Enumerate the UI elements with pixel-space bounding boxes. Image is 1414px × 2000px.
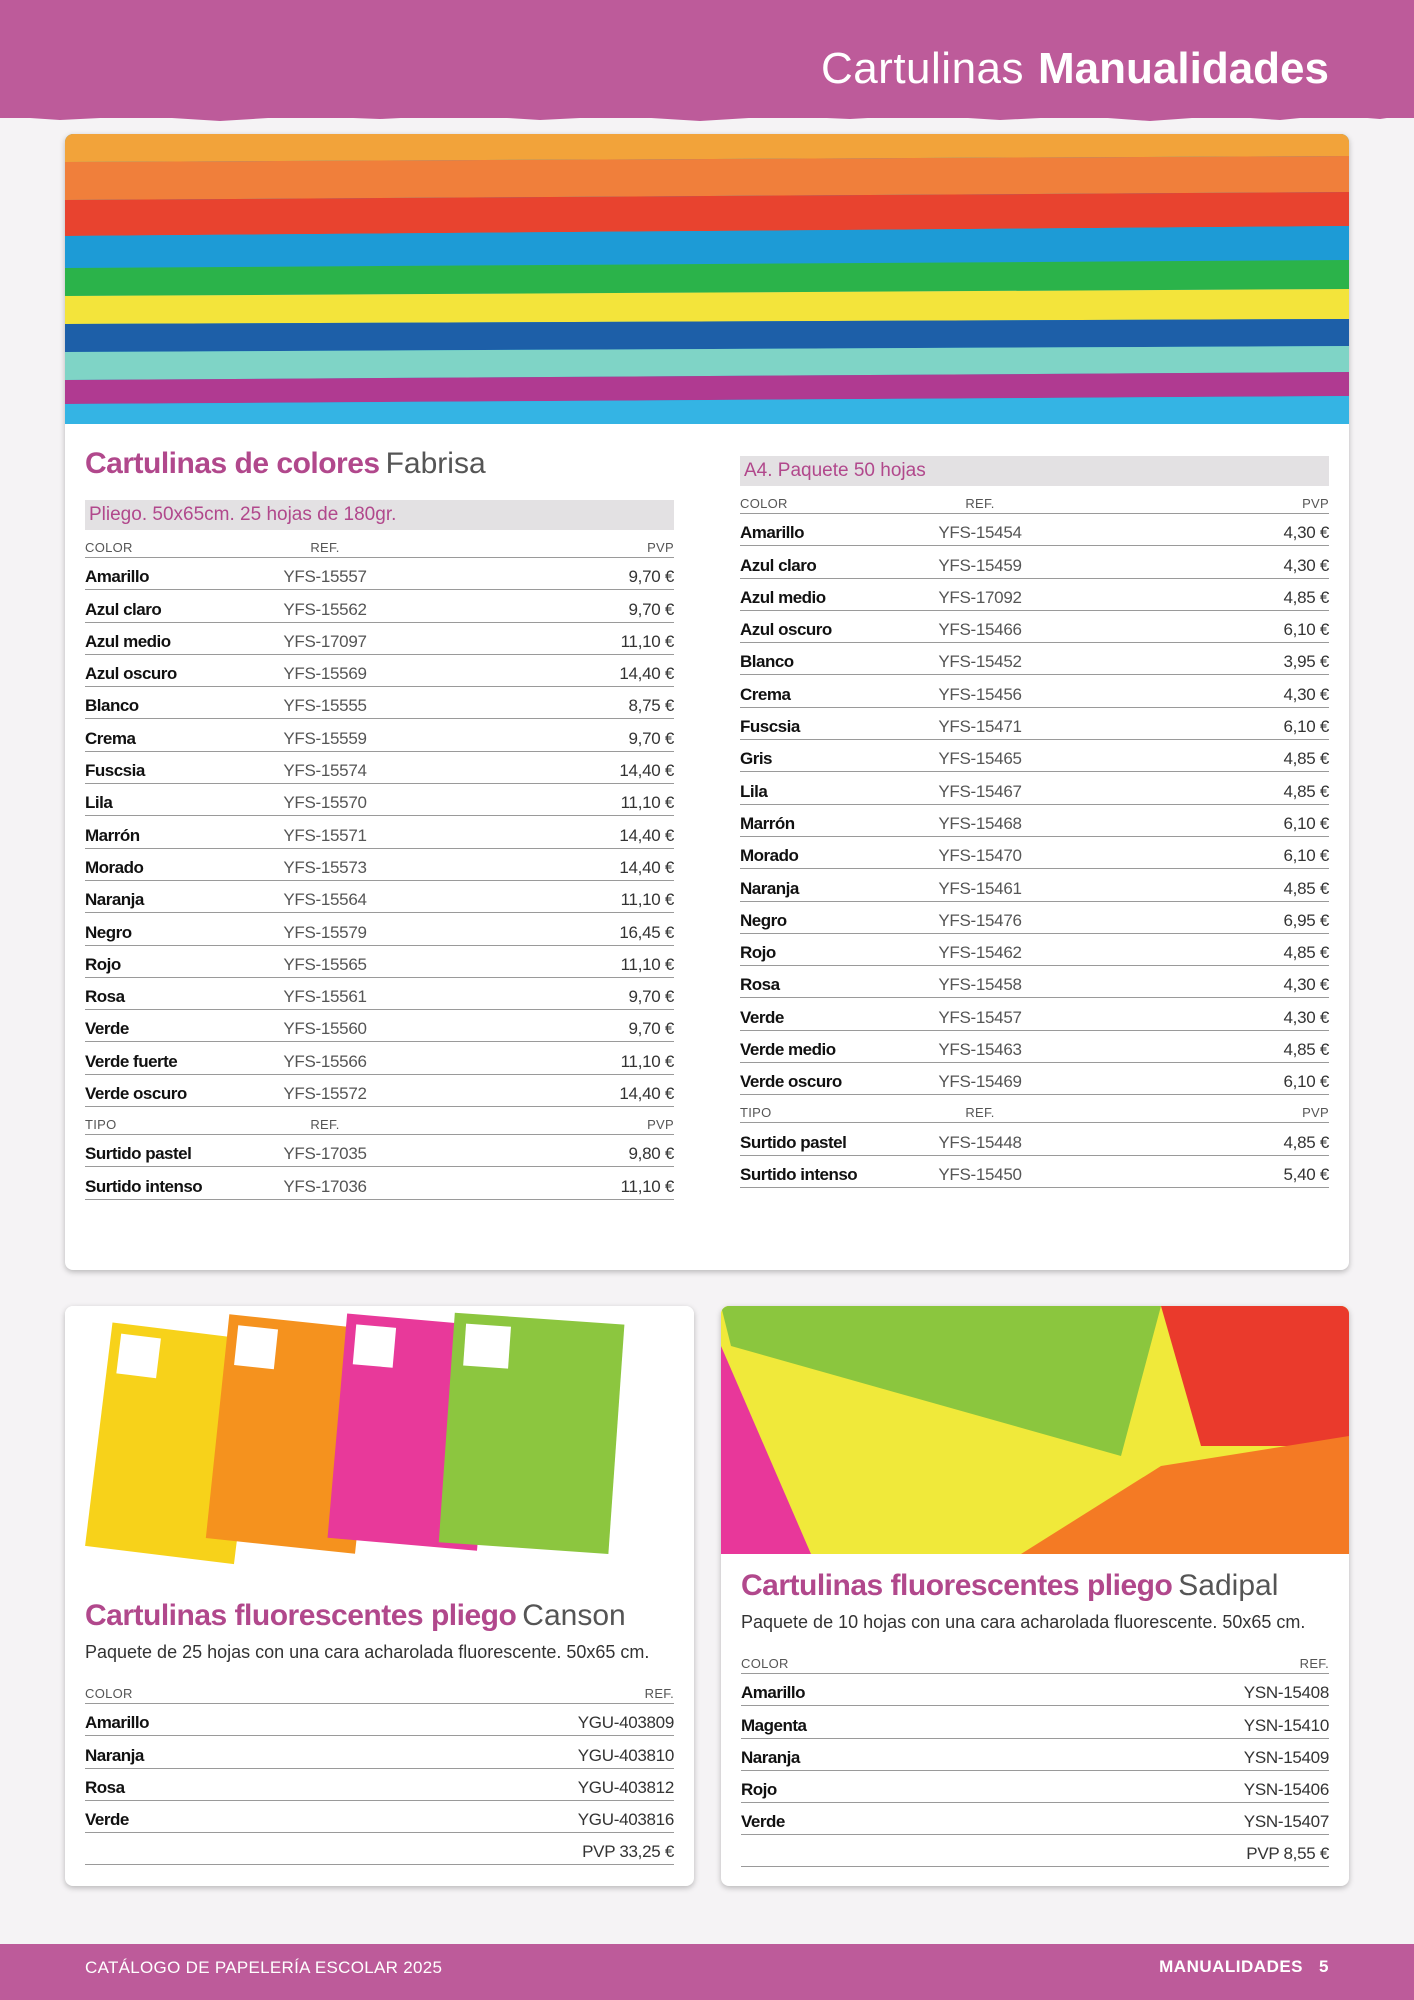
sadipal-brand: Sadipal <box>1178 1569 1279 1602</box>
row-ref: YFS-15569 <box>283 664 367 684</box>
row-ref: YSN-15410 <box>1243 1715 1329 1735</box>
row-name: Amarillo <box>740 523 805 543</box>
row-name: Naranja <box>740 878 799 898</box>
title-light: Cartulinas <box>820 44 1025 93</box>
row-name: Surtido pastel <box>740 1132 847 1152</box>
sadipal-price-row <box>741 1835 1329 1867</box>
row-name: Rosa <box>740 975 780 995</box>
table-row <box>85 913 674 945</box>
table-row <box>741 1739 1329 1771</box>
page-number: 5 <box>1319 1957 1329 1976</box>
row-name: Magenta <box>741 1715 807 1735</box>
row-pvp: 4,85 € <box>1283 781 1329 801</box>
row-pvp: 3,95 € <box>1283 652 1329 672</box>
table-row <box>740 546 1329 578</box>
row-name: Amarillo <box>741 1683 806 1703</box>
fabrisa-left-subheader: Pliego. 50x65cm. 25 hojas de 180gr. <box>85 500 674 530</box>
row-ref: YFS-17035 <box>283 1144 367 1164</box>
table-row <box>85 1167 674 1199</box>
table-header-tipo <box>85 1107 674 1135</box>
row-pvp: 9,70 € <box>628 599 674 619</box>
row-name: Crema <box>740 684 791 704</box>
row-name: Blanco <box>85 696 139 716</box>
table-header <box>85 1676 674 1704</box>
row-pvp: 9,70 € <box>628 987 674 1007</box>
row-pvp: 11,10 € <box>620 631 674 651</box>
col-ref: REF. <box>310 540 340 555</box>
row-name: Surtido intenso <box>85 1176 203 1196</box>
fabrisa-right-subheader: A4. Paquete 50 hojas <box>740 456 1329 486</box>
row-ref: YFS-15572 <box>283 1084 367 1104</box>
row-name: Verde <box>741 1812 785 1832</box>
canson-brand: Canson <box>522 1599 626 1632</box>
fabrisa-title-bold: Cartulinas de colores <box>85 447 380 480</box>
row-name: Verde fuerte <box>85 1051 178 1071</box>
row-pvp: 11,10 € <box>620 954 674 974</box>
table-row <box>741 1803 1329 1835</box>
row-pvp: 5,40 € <box>1283 1164 1329 1184</box>
sadipal-card <box>721 1306 1349 1886</box>
row-name: Verde <box>85 1810 129 1830</box>
row-pvp: 4,85 € <box>1283 749 1329 769</box>
row-ref: YFS-15468 <box>938 813 1022 833</box>
row-name: Azul oscuro <box>740 620 832 640</box>
table-row <box>85 1801 674 1833</box>
row-pvp: 6,10 € <box>1283 813 1329 833</box>
row-name: Naranja <box>741 1747 800 1767</box>
row-ref: YFS-15566 <box>283 1051 367 1071</box>
table-row <box>740 902 1329 934</box>
row-name: Morado <box>85 857 144 877</box>
canson-price-row <box>85 1833 674 1865</box>
row-pvp: 9,80 € <box>628 1144 674 1164</box>
row-pvp: 8,75 € <box>628 696 674 716</box>
table-row <box>740 643 1329 675</box>
table-header-tipo <box>740 1095 1329 1123</box>
row-pvp: 4,30 € <box>1283 684 1329 704</box>
row-pvp: 9,70 € <box>628 1019 674 1039</box>
row-ref: YFS-15457 <box>938 1007 1022 1027</box>
row-pvp: 6,95 € <box>1283 910 1329 930</box>
footer-section-label: MANUALIDADES <box>1159 1957 1304 1976</box>
table-row <box>740 837 1329 869</box>
row-ref: YSN-15408 <box>1243 1683 1329 1703</box>
table-row <box>85 1010 674 1042</box>
row-name: Negro <box>740 910 787 930</box>
row-ref: YFS-15560 <box>283 1019 367 1039</box>
row-ref: YFS-15450 <box>938 1164 1022 1184</box>
row-name: Naranja <box>85 1745 144 1765</box>
row-pvp: 4,85 € <box>1283 878 1329 898</box>
row-name: Verde oscuro <box>740 1072 842 1092</box>
table-header <box>740 486 1329 514</box>
col-ref: REF. <box>644 1686 674 1701</box>
canson-card <box>65 1306 694 1886</box>
col-color: COLOR <box>85 540 133 555</box>
row-ref: YFS-15579 <box>283 922 367 942</box>
row-name: Naranja <box>85 890 144 910</box>
table-row <box>85 1736 674 1768</box>
row-pvp: 11,10 € <box>620 890 674 910</box>
row-name: Blanco <box>740 652 794 672</box>
row-pvp: 9,70 € <box>628 728 674 748</box>
table-row <box>741 1706 1329 1738</box>
table-row <box>740 708 1329 740</box>
row-pvp: 4,30 € <box>1283 555 1329 575</box>
row-ref: YFS-15565 <box>283 954 367 974</box>
sadipal-title <box>741 1568 1278 1604</box>
row-name: Rojo <box>740 943 776 963</box>
row-ref: YFS-15448 <box>938 1132 1022 1152</box>
row-ref: YFS-15470 <box>938 846 1022 866</box>
row-name: Morado <box>740 846 799 866</box>
row-name: Rojo <box>741 1780 777 1800</box>
title-bold: Manualidades <box>1038 44 1329 93</box>
row-pvp: 6,10 € <box>1283 620 1329 640</box>
row-name: Azul claro <box>740 555 817 575</box>
row-name: Azul oscuro <box>85 664 177 684</box>
sadipal-title-bold: Cartulinas fluorescentes pliego <box>741 1569 1173 1602</box>
table-header <box>741 1646 1329 1674</box>
row-ref: YFS-15557 <box>283 567 367 587</box>
table-row <box>740 1156 1329 1188</box>
col-pvp: PVP <box>1302 1105 1329 1121</box>
row-ref: YFS-17097 <box>283 631 367 651</box>
table-row <box>85 1769 674 1801</box>
row-ref: YGU-403809 <box>577 1713 674 1733</box>
row-name: Lila <box>740 781 768 801</box>
canson-table <box>85 1676 674 1865</box>
row-name: Verde <box>85 1019 129 1039</box>
row-pvp: 6,10 € <box>1283 717 1329 737</box>
row-ref: YFS-15462 <box>938 943 1022 963</box>
row-pvp: 14,40 € <box>619 1084 674 1104</box>
row-pvp: 14,40 € <box>619 761 674 781</box>
sadipal-product-photo <box>721 1306 1349 1559</box>
table-row <box>740 1031 1329 1063</box>
table-row <box>740 772 1329 804</box>
fabrisa-card <box>65 134 1349 1270</box>
row-name: Verde medio <box>740 1040 836 1060</box>
row-name: Amarillo <box>85 567 150 587</box>
fabrisa-brand: Fabrisa <box>385 447 486 480</box>
col-ref: REF. <box>965 1105 995 1121</box>
row-pvp: 4,30 € <box>1283 975 1329 995</box>
row-ref: YFS-15570 <box>283 793 367 813</box>
row-pvp: 14,40 € <box>619 664 674 684</box>
row-ref: YFS-15456 <box>938 684 1022 704</box>
row-pvp: 11,10 € <box>620 1051 674 1071</box>
row-ref: YFS-17036 <box>283 1176 367 1196</box>
table-row <box>740 611 1329 643</box>
fabrisa-left-table <box>85 530 674 1200</box>
row-name: Azul medio <box>740 587 826 607</box>
table-row <box>85 1075 674 1107</box>
row-ref: YFS-15559 <box>283 728 367 748</box>
row-pvp: 4,30 € <box>1283 523 1329 543</box>
table-row <box>85 590 674 622</box>
row-pvp: 11,10 € <box>620 1176 674 1196</box>
row-name: Lila <box>85 793 113 813</box>
canson-price: PVP 33,25 € <box>582 1842 674 1862</box>
row-ref: YFS-15562 <box>283 599 367 619</box>
row-pvp: 4,30 € <box>1283 1007 1329 1027</box>
table-row <box>85 946 674 978</box>
table-row <box>85 687 674 719</box>
row-pvp: 14,40 € <box>619 825 674 845</box>
table-row <box>85 881 674 913</box>
row-ref: YGU-403812 <box>577 1777 674 1797</box>
row-name: Crema <box>85 728 136 748</box>
col-tipo: TIPO <box>740 1105 772 1121</box>
col-ref: REF. <box>310 1117 340 1133</box>
table-header <box>85 530 674 558</box>
canson-title-bold: Cartulinas fluorescentes pliego <box>85 1599 517 1632</box>
table-row <box>740 1063 1329 1095</box>
row-pvp: 4,85 € <box>1283 943 1329 963</box>
row-ref: YGU-403816 <box>577 1810 674 1830</box>
row-ref: YFS-15471 <box>938 717 1022 737</box>
row-name: Amarillo <box>85 1713 150 1733</box>
col-color: COLOR <box>85 1686 133 1701</box>
table-row <box>85 784 674 816</box>
col-ref: REF. <box>1299 1656 1329 1671</box>
row-pvp: 6,10 € <box>1283 1072 1329 1092</box>
row-ref: YFS-15574 <box>283 761 367 781</box>
table-row <box>85 655 674 687</box>
row-ref: YFS-15573 <box>283 857 367 877</box>
sadipal-table <box>741 1646 1329 1867</box>
fabrisa-title <box>85 446 486 482</box>
row-pvp: 4,85 € <box>1283 1132 1329 1152</box>
table-row <box>740 740 1329 772</box>
fabrisa-right-table <box>740 486 1329 1188</box>
row-ref: YFS-15463 <box>938 1040 1022 1060</box>
table-row <box>85 752 674 784</box>
row-name: Verde oscuro <box>85 1084 187 1104</box>
row-ref: YFS-15458 <box>938 975 1022 995</box>
row-name: Negro <box>85 922 132 942</box>
table-row <box>85 1704 674 1736</box>
page-title <box>821 44 1329 94</box>
col-color: COLOR <box>740 496 788 511</box>
row-ref: YSN-15409 <box>1243 1747 1329 1767</box>
torn-edge <box>0 110 1414 124</box>
row-ref: YFS-15461 <box>938 878 1022 898</box>
table-row <box>740 579 1329 611</box>
table-row <box>85 623 674 655</box>
row-ref: YFS-15476 <box>938 910 1022 930</box>
row-ref: YFS-15459 <box>938 555 1022 575</box>
row-ref: YFS-15467 <box>938 781 1022 801</box>
sadipal-description: Paquete de 10 hojas con una cara acharolada fluorescente. 50x65 cm. <box>741 1612 1306 1632</box>
row-name: Fuscsia <box>85 761 145 781</box>
table-row <box>740 998 1329 1030</box>
row-ref: YFS-15454 <box>938 523 1022 543</box>
table-row <box>740 869 1329 901</box>
row-ref: YFS-15555 <box>283 696 367 716</box>
row-ref: YFS-17092 <box>938 587 1022 607</box>
row-name: Azul claro <box>85 599 162 619</box>
table-row <box>741 1674 1329 1706</box>
sadipal-price: PVP 8,55 € <box>1246 1844 1329 1864</box>
row-name: Marrón <box>740 813 795 833</box>
row-pvp: 4,85 € <box>1283 1040 1329 1060</box>
table-row <box>85 978 674 1010</box>
row-ref: YFS-15466 <box>938 620 1022 640</box>
table-row <box>741 1771 1329 1803</box>
col-pvp: PVP <box>647 1117 674 1133</box>
canson-description: Paquete de 25 hojas con una cara acharolada fluorescente. 50x65 cm. <box>85 1642 650 1662</box>
row-name: Marrón <box>85 825 140 845</box>
row-ref: YFS-15469 <box>938 1072 1022 1092</box>
table-row <box>85 719 674 751</box>
row-pvp: 16,45 € <box>619 922 674 942</box>
row-pvp: 9,70 € <box>628 567 674 587</box>
col-ref: REF. <box>965 496 995 511</box>
row-name: Azul medio <box>85 631 171 651</box>
col-color: COLOR <box>741 1656 789 1671</box>
canson-product-photo <box>65 1306 694 1611</box>
row-name: Rojo <box>85 954 121 974</box>
table-row <box>740 805 1329 837</box>
footer-catalog: CATÁLOGO DE PAPELERÍA ESCOLAR 2025 <box>85 1958 443 1977</box>
row-ref: YGU-403810 <box>577 1745 674 1765</box>
row-name: Fuscsia <box>740 717 800 737</box>
row-ref: YFS-15564 <box>283 890 367 910</box>
table-row <box>85 816 674 848</box>
row-ref: YSN-15407 <box>1243 1812 1329 1832</box>
row-pvp: 4,85 € <box>1283 587 1329 607</box>
row-ref: YFS-15465 <box>938 749 1022 769</box>
row-name: Verde <box>740 1007 784 1027</box>
row-ref: YSN-15406 <box>1243 1780 1329 1800</box>
row-name: Surtido intenso <box>740 1164 858 1184</box>
table-row <box>85 558 674 590</box>
row-ref: YFS-15561 <box>283 987 367 1007</box>
footer-section <box>1159 1957 1329 1977</box>
table-row <box>85 1135 674 1167</box>
col-tipo: TIPO <box>85 1117 117 1133</box>
color-stripes-photo <box>65 134 1349 424</box>
col-pvp: PVP <box>647 540 674 555</box>
col-pvp: PVP <box>1302 496 1329 511</box>
table-row <box>740 966 1329 998</box>
table-row <box>740 514 1329 546</box>
row-name: Gris <box>740 749 773 769</box>
table-row <box>740 675 1329 707</box>
row-pvp: 6,10 € <box>1283 846 1329 866</box>
table-row <box>85 1042 674 1074</box>
row-ref: YFS-15571 <box>283 825 367 845</box>
row-ref: YFS-15452 <box>938 652 1022 672</box>
row-pvp: 14,40 € <box>619 857 674 877</box>
table-row <box>740 934 1329 966</box>
row-pvp: 11,10 € <box>620 793 674 813</box>
row-name: Rosa <box>85 987 125 1007</box>
table-row <box>85 849 674 881</box>
canson-title <box>85 1598 626 1634</box>
table-row <box>740 1123 1329 1155</box>
row-name: Surtido pastel <box>85 1144 192 1164</box>
row-name: Rosa <box>85 1777 125 1797</box>
